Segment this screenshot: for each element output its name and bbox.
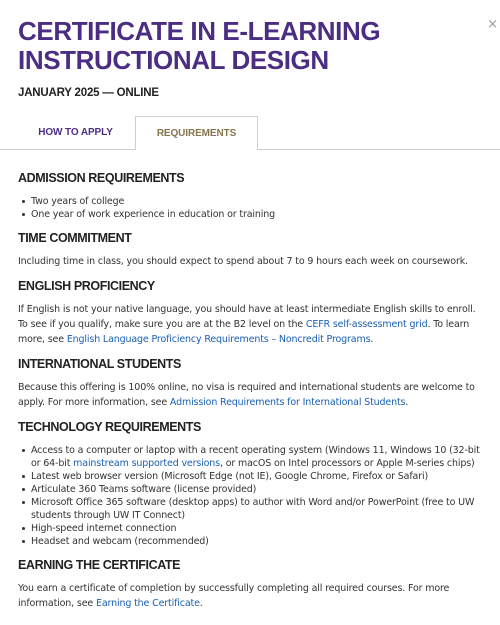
technology-requirements-heading: TECHNOLOGY REQUIREMENTS: [18, 420, 201, 434]
international-admission-link[interactable]: Admission Requirements for International Students: [169, 397, 406, 408]
english-text-part: . To learn more, see: [18, 319, 470, 345]
list-item: [31, 444, 488, 470]
tab-requirements[interactable]: REQUIREMENTS: [135, 116, 258, 150]
english-proficiency-heading: ENGLISH PROFICIENCY: [18, 279, 155, 293]
list-item: High-speed internet connection: [31, 522, 488, 535]
time-commitment-text: Including time in class, you should expect to spend about 7 to 9 hours each week on coursework.: [18, 256, 468, 267]
list-item: One year of work experience in education or training: [31, 208, 488, 221]
english-text-part: If English is not your native language, you should have at least intermediate English skills to enroll. To see if you qualify, make sure you are at the B2 level on the: [18, 304, 476, 330]
list-item: Microsoft Office 365 software (desktop apps) to author with Word and/or PowerPoint (free to UW students through UW IT Connect): [31, 496, 488, 522]
close-icon[interactable]: ×: [487, 17, 498, 32]
technology-list: [18, 444, 488, 548]
tab-bar: [0, 116, 500, 150]
international-text-part: .: [405, 397, 409, 408]
list-item: Headset and webcam (recommended): [31, 535, 488, 548]
date-location-subtitle: JANUARY 2025 — ONLINE: [18, 87, 159, 99]
earning-certificate-text: [18, 581, 488, 611]
time-commitment-heading: TIME COMMITMENT: [18, 231, 132, 245]
tech-text-part: Access to a computer or laptop with a recent operating system (Windows 11, Windows 10 (32-bit or 64-bit: [31, 445, 480, 469]
requirements-panel: [18, 170, 488, 611]
list-item: Two years of college: [31, 195, 488, 208]
page-title: CERTIFICATE IN E-LEARNING INSTRUCTIONAL DESIGN: [18, 16, 381, 75]
english-requirements-link[interactable]: English Language Proficiency Requirements – Noncredit Programs: [66, 334, 371, 345]
admission-heading: ADMISSION REQUIREMENTS: [18, 171, 185, 185]
tech-text-part: , or macOS on Intel processors or Apple M-series chips): [219, 458, 475, 469]
earning-text-part: .: [199, 598, 203, 609]
english-text-part: .: [370, 334, 374, 345]
list-item: Articulate 360 Teams software (license provided): [31, 483, 488, 496]
mainstream-versions-link[interactable]: mainstream supported versions: [73, 458, 220, 469]
international-text-part: Because this offering is 100% online, no visa is required and international students are welcome to apply. For more information, see: [18, 382, 475, 408]
international-students-text: [18, 380, 488, 410]
english-proficiency-text: [18, 302, 488, 347]
list-item: Latest web browser version (Microsoft Edge (not IE), Google Chrome, Firefox or Safari): [31, 470, 488, 483]
earning-text-part: You earn a certificate of completion by successfully completing all required courses. For more information, see: [18, 583, 450, 609]
tab-how-to-apply[interactable]: HOW TO APPLY: [38, 127, 113, 138]
admission-list: [18, 195, 488, 221]
international-students-heading: INTERNATIONAL STUDENTS: [18, 357, 181, 371]
earning-certificate-heading: EARNING THE CERTIFICATE: [18, 558, 181, 572]
earning-certificate-link[interactable]: Earning the Certificate: [95, 598, 200, 609]
cefr-grid-link[interactable]: CEFR self-assessment grid: [305, 319, 428, 330]
